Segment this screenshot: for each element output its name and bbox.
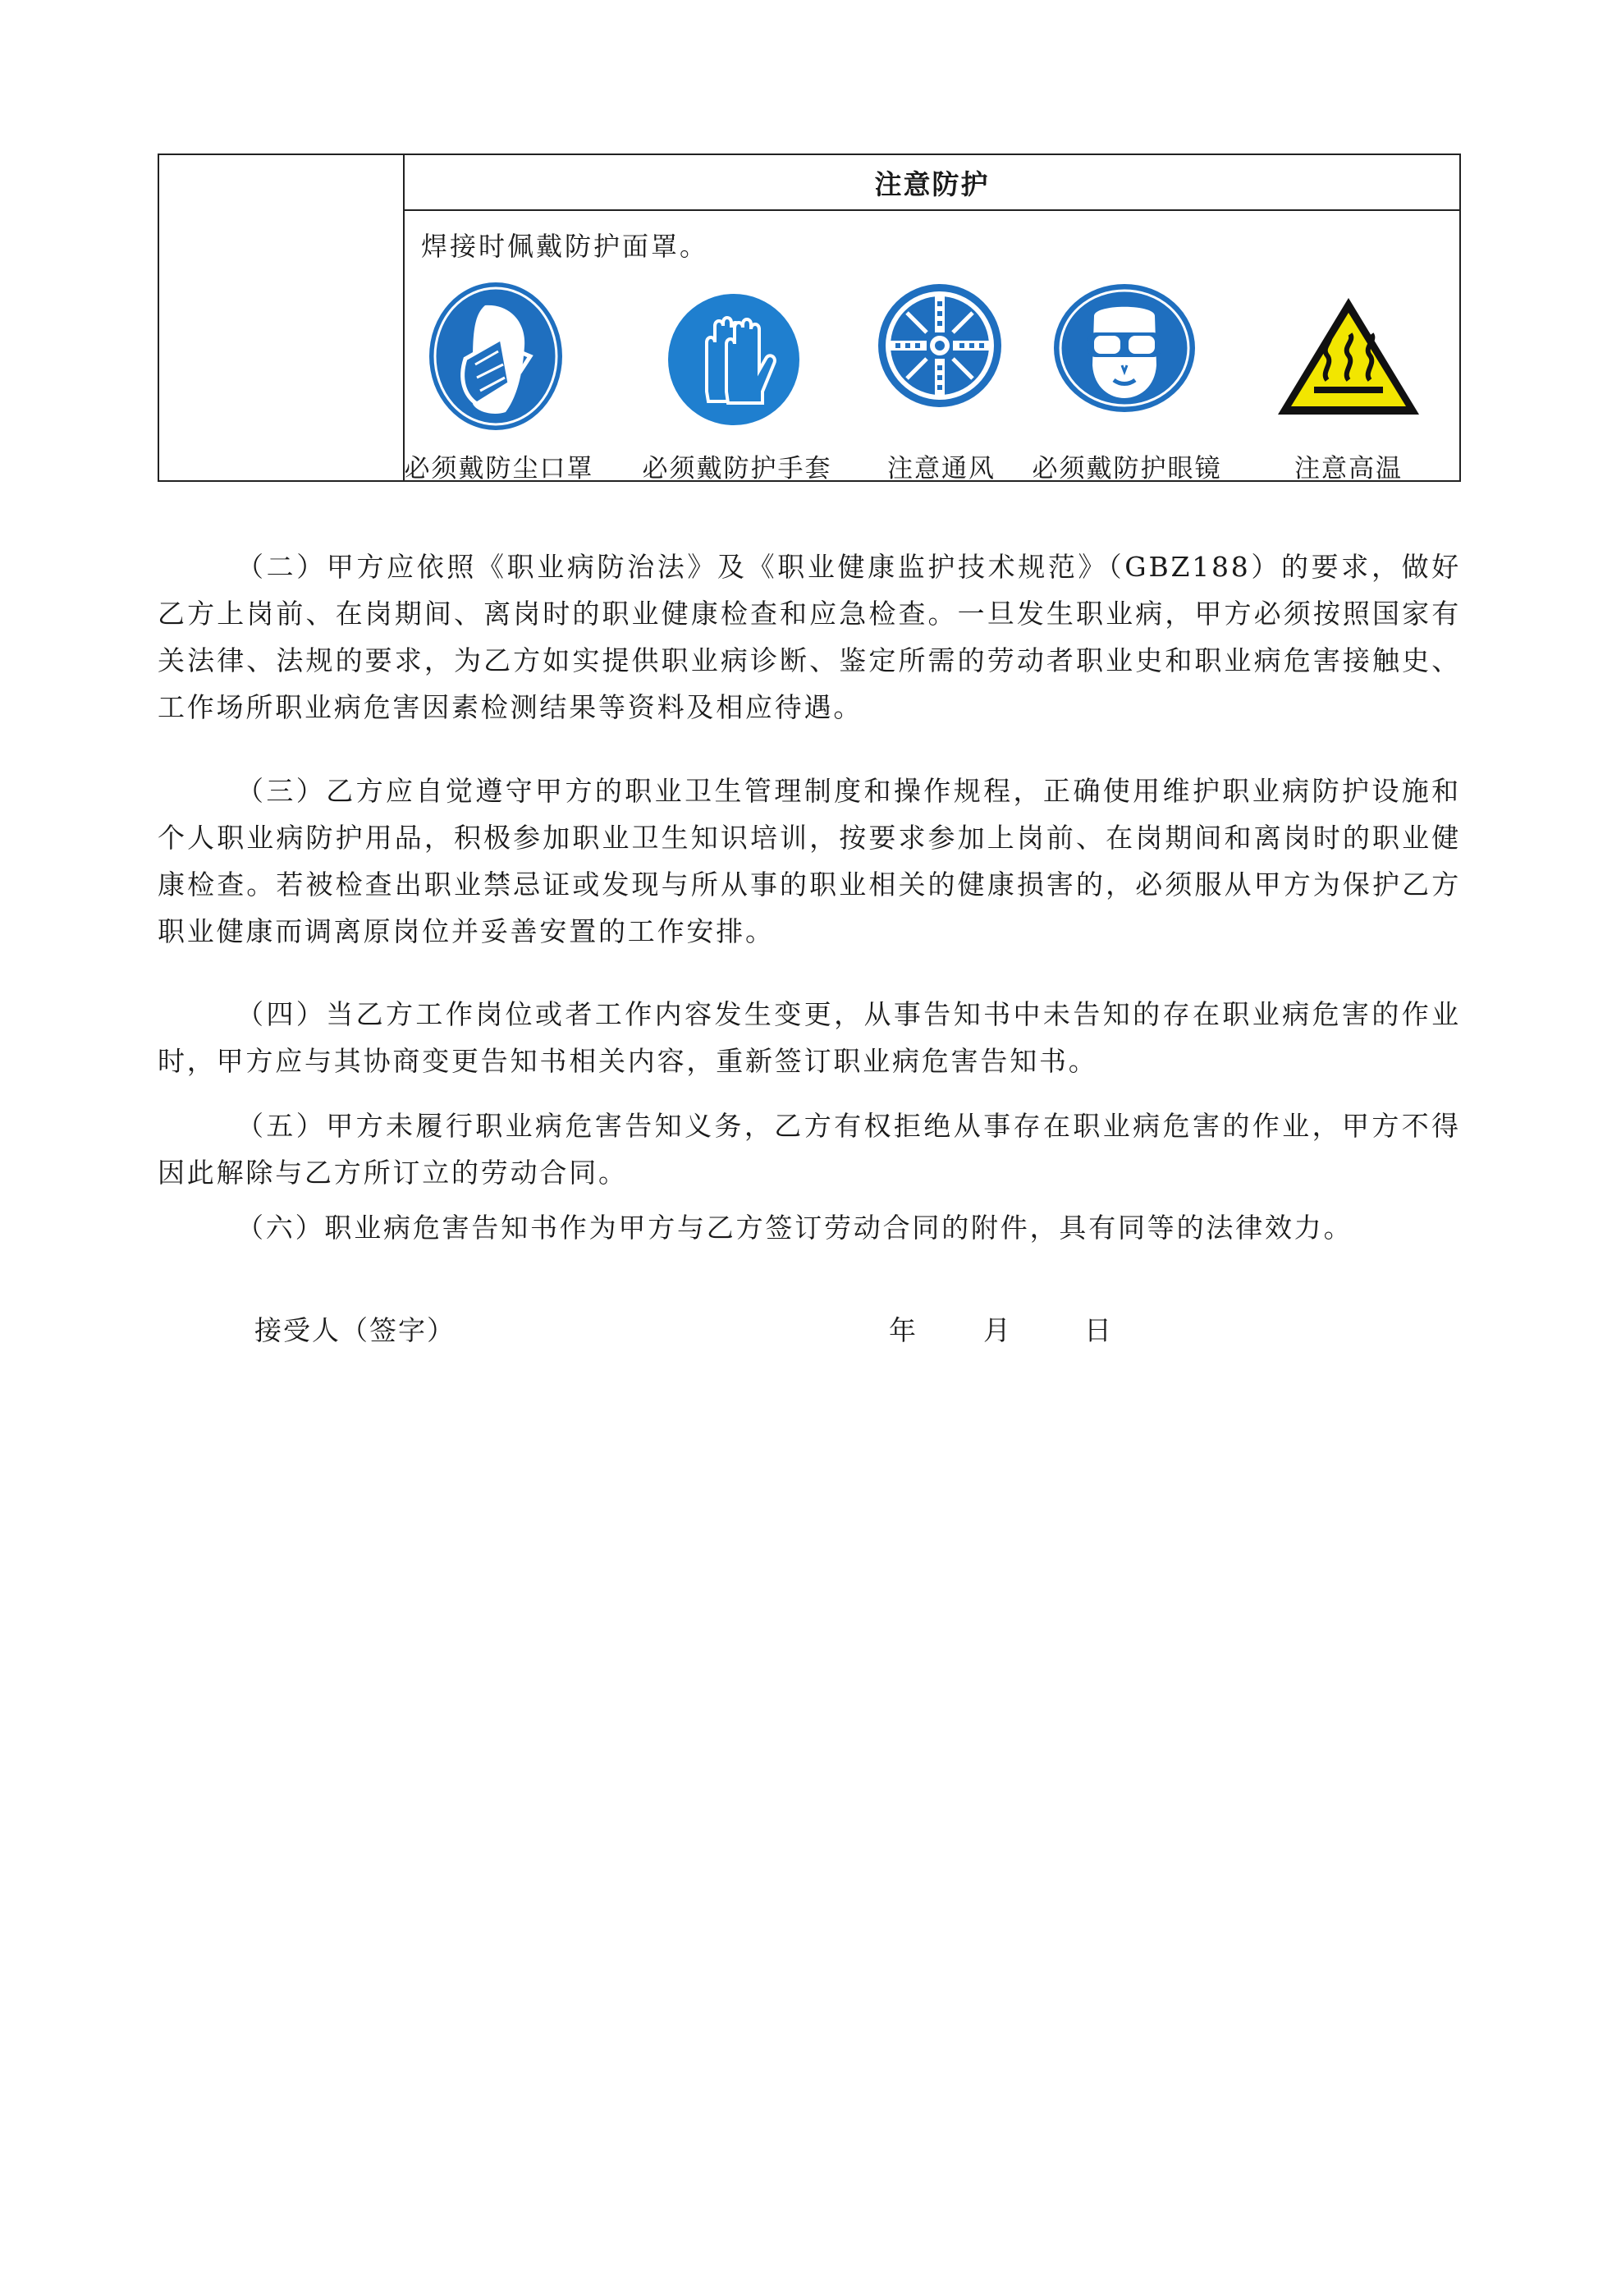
table-right-cell — [404, 155, 1459, 483]
date-year-label: 年 — [889, 1314, 918, 1346]
high-temperature-icon — [1275, 295, 1422, 418]
paragraph-5: （五）甲方未履行职业病危害告知义务，乙方有权拒绝从事存在职业病危害的作业，甲方不得因此解除与乙方所订立的劳动合同。 — [158, 1110, 1461, 1189]
protection-note: 焊接时佩戴防护面罩。 — [421, 231, 709, 262]
date-month-label: 月 — [983, 1314, 1012, 1346]
table-left-cell — [159, 155, 405, 480]
receiver-signature-label: 接受人（签字） — [254, 1314, 456, 1346]
paragraph-3: （三）乙方应自觉遵守甲方的职业卫生管理制度和操作规程，正确使用维护职业病防护设施和个人职业病防护用品，积极参加职业卫生知识培训，按要求参加上岗前、在岗期间和离岗时的职业健康检查。若被检查出职业禁忌证或发现与所从事的职业相关的健康损害的，必须服从甲方为保护乙方职业健康而调离原岗位并妥善安置的工作安排。 — [158, 775, 1461, 947]
ventilation-icon — [877, 283, 1002, 408]
goggles-icon — [1053, 283, 1196, 413]
paragraph-2: （二）甲方应依照《职业病防治法》及《职业健康监护技术规范》（GBZ188）的要求，做好乙方上岗前、在岗期间、离岗时的职业健康检查和应急检查。一旦发生职业病，甲方必须按照国家有关法律、法规的要求，为乙方如实提供职业病诊断、鉴定所需的劳动者职业史和职业病危害接触史、工作场所职业病危害因素检测结果等资料及相应待遇。 — [158, 551, 1461, 723]
table-header: 注意防护 — [405, 155, 1459, 211]
sign-label-dust-mask: 必须戴防尘口罩 — [404, 454, 594, 483]
dust-mask-icon — [428, 281, 564, 432]
table-body — [404, 211, 1459, 483]
paragraph-6: （六）职业病危害告知书作为甲方与乙方签订劳动合同的附件，具有同等的法律效力。 — [236, 1212, 1353, 1244]
paragraph-4: （四）当乙方工作岗位或者工作内容发生变更，从事告知书中未告知的存在职业病危害的作业时，甲方应与其协商变更告知书相关内容，重新签订职业病危害告知书。 — [158, 998, 1461, 1077]
sign-label-goggles: 必须戴防护眼镜 — [1032, 454, 1222, 483]
sign-label-ventilation: 注意通风 — [887, 454, 996, 483]
sign-label-gloves: 必须戴防护手套 — [642, 454, 832, 483]
sign-label-high-temperature: 注意高温 — [1294, 454, 1403, 483]
date-day-label: 日 — [1084, 1314, 1113, 1346]
protection-table — [158, 154, 1461, 482]
gloves-icon — [667, 293, 800, 426]
